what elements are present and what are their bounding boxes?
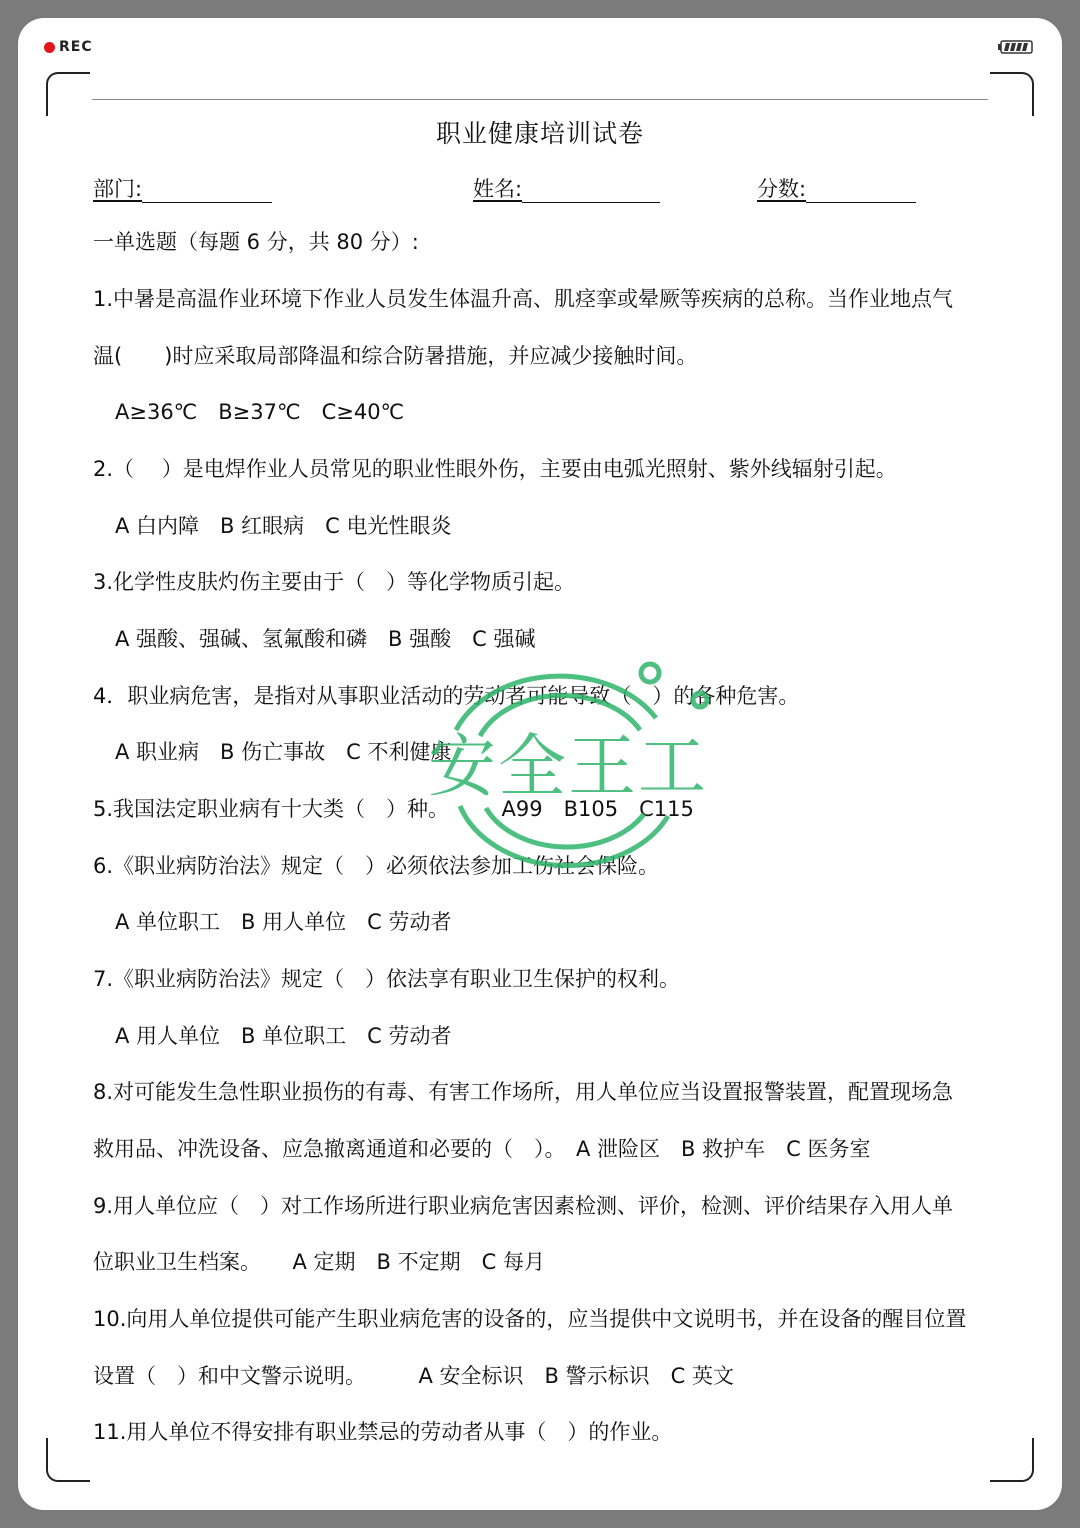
question-line: 10.向用人单位提供可能产生职业病危害的设备的，应当提供中文说明书，并在设备的醒目位置 — [93, 1307, 967, 1331]
name-label: 姓名: — [473, 177, 523, 201]
page — [18, 18, 1062, 1510]
header-rule — [92, 99, 988, 100]
department-field[interactable] — [93, 173, 272, 203]
name-field[interactable] — [473, 173, 660, 203]
options-line: A 强酸、强碱、氢氟酸和磷 B 强酸 C 强碱 — [115, 627, 536, 651]
frame-corner-bottom-right — [990, 1438, 1034, 1482]
options-line: A 用人单位 B 单位职工 C 劳动者 — [115, 1024, 452, 1048]
options-line: A≥36℃ B≥37℃ C≥40℃ — [115, 400, 405, 424]
question-line: 8.对可能发生急性职业损伤的有毒、有害工作场所，用人单位应当设置报警装置，配置现场急 — [93, 1080, 954, 1104]
rec-label: REC — [59, 39, 93, 55]
question-line: 救用品、冲洗设备、应急撤离通道和必要的（ ）。 A 泄险区 B 救护车 C 医务室 — [93, 1137, 871, 1161]
question-line: 5.我国法定职业病有十大类（ ）种。 A99 B105 C115 — [93, 797, 694, 821]
question-line: 11.用人单位不得安排有职业禁忌的劳动者从事（ ）的作业。 — [93, 1420, 673, 1444]
question-line: 1.中暑是高温作业环境下作业人员发生体温升高、肌痉挛或晕厥等疾病的总称。当作业地点气 — [93, 287, 954, 311]
options-line: A 职业病 B 伤亡事故 C 不利健康 — [115, 740, 452, 764]
watermark-text: 安全王工 — [427, 728, 709, 807]
record-dot-icon — [44, 42, 55, 53]
question-line: 温( )时应采取局部降温和综合防暑措施，并应减少接触时间。 — [93, 344, 698, 368]
question-line: 6.《职业病防治法》规定（ ）必须依法参加工伤社会保险。 — [93, 854, 660, 878]
watermark-logo — [418, 648, 718, 888]
score-field[interactable] — [757, 173, 916, 203]
score-label: 分数: — [757, 177, 807, 201]
name-blank[interactable] — [522, 176, 660, 203]
frame-corner-top-right — [990, 72, 1034, 116]
frame-corner-top-left — [46, 72, 90, 116]
battery-icon — [998, 40, 1034, 54]
question-line: 3.化学性皮肤灼伤主要由于（ ）等化学物质引起。 — [93, 570, 576, 594]
question-line: 2.（ ）是电焊作业人员常见的职业性眼外伤，主要由电弧光照射、紫外线辐射引起。 — [93, 457, 897, 481]
info-fields — [18, 173, 1062, 207]
page-title: 职业健康培训试卷 — [435, 119, 644, 148]
section-heading: 一单选题（每题 6 分，共 80 分）: — [93, 230, 419, 254]
question-line: 4．职业病危害，是指对从事职业活动的劳动者可能导致（ ）的各种危害。 — [93, 684, 800, 708]
question-line: 设置（ ）和中文警示说明。 A 安全标识 B 警示标识 C 英文 — [93, 1364, 734, 1388]
department-label: 部门: — [93, 177, 143, 201]
recording-indicator — [44, 39, 93, 55]
frame-corner-bottom-left — [46, 1438, 90, 1482]
options-line: A 单位职工 B 用人单位 C 劳动者 — [115, 910, 452, 934]
score-blank[interactable] — [806, 176, 916, 203]
department-blank[interactable] — [142, 176, 272, 203]
question-line: 位职业卫生档案。 A 定期 B 不定期 C 每月 — [93, 1250, 545, 1274]
question-line: 9.用人单位应（ ）对工作场所进行职业病危害因素检测、评价，检测、评价结果存入用人单 — [93, 1194, 954, 1218]
options-line: A 白内障 B 红眼病 C 电光性眼炎 — [115, 514, 452, 538]
question-line: 7.《职业病防治法》规定（ ）依法享有职业卫生保护的权利。 — [93, 967, 681, 991]
